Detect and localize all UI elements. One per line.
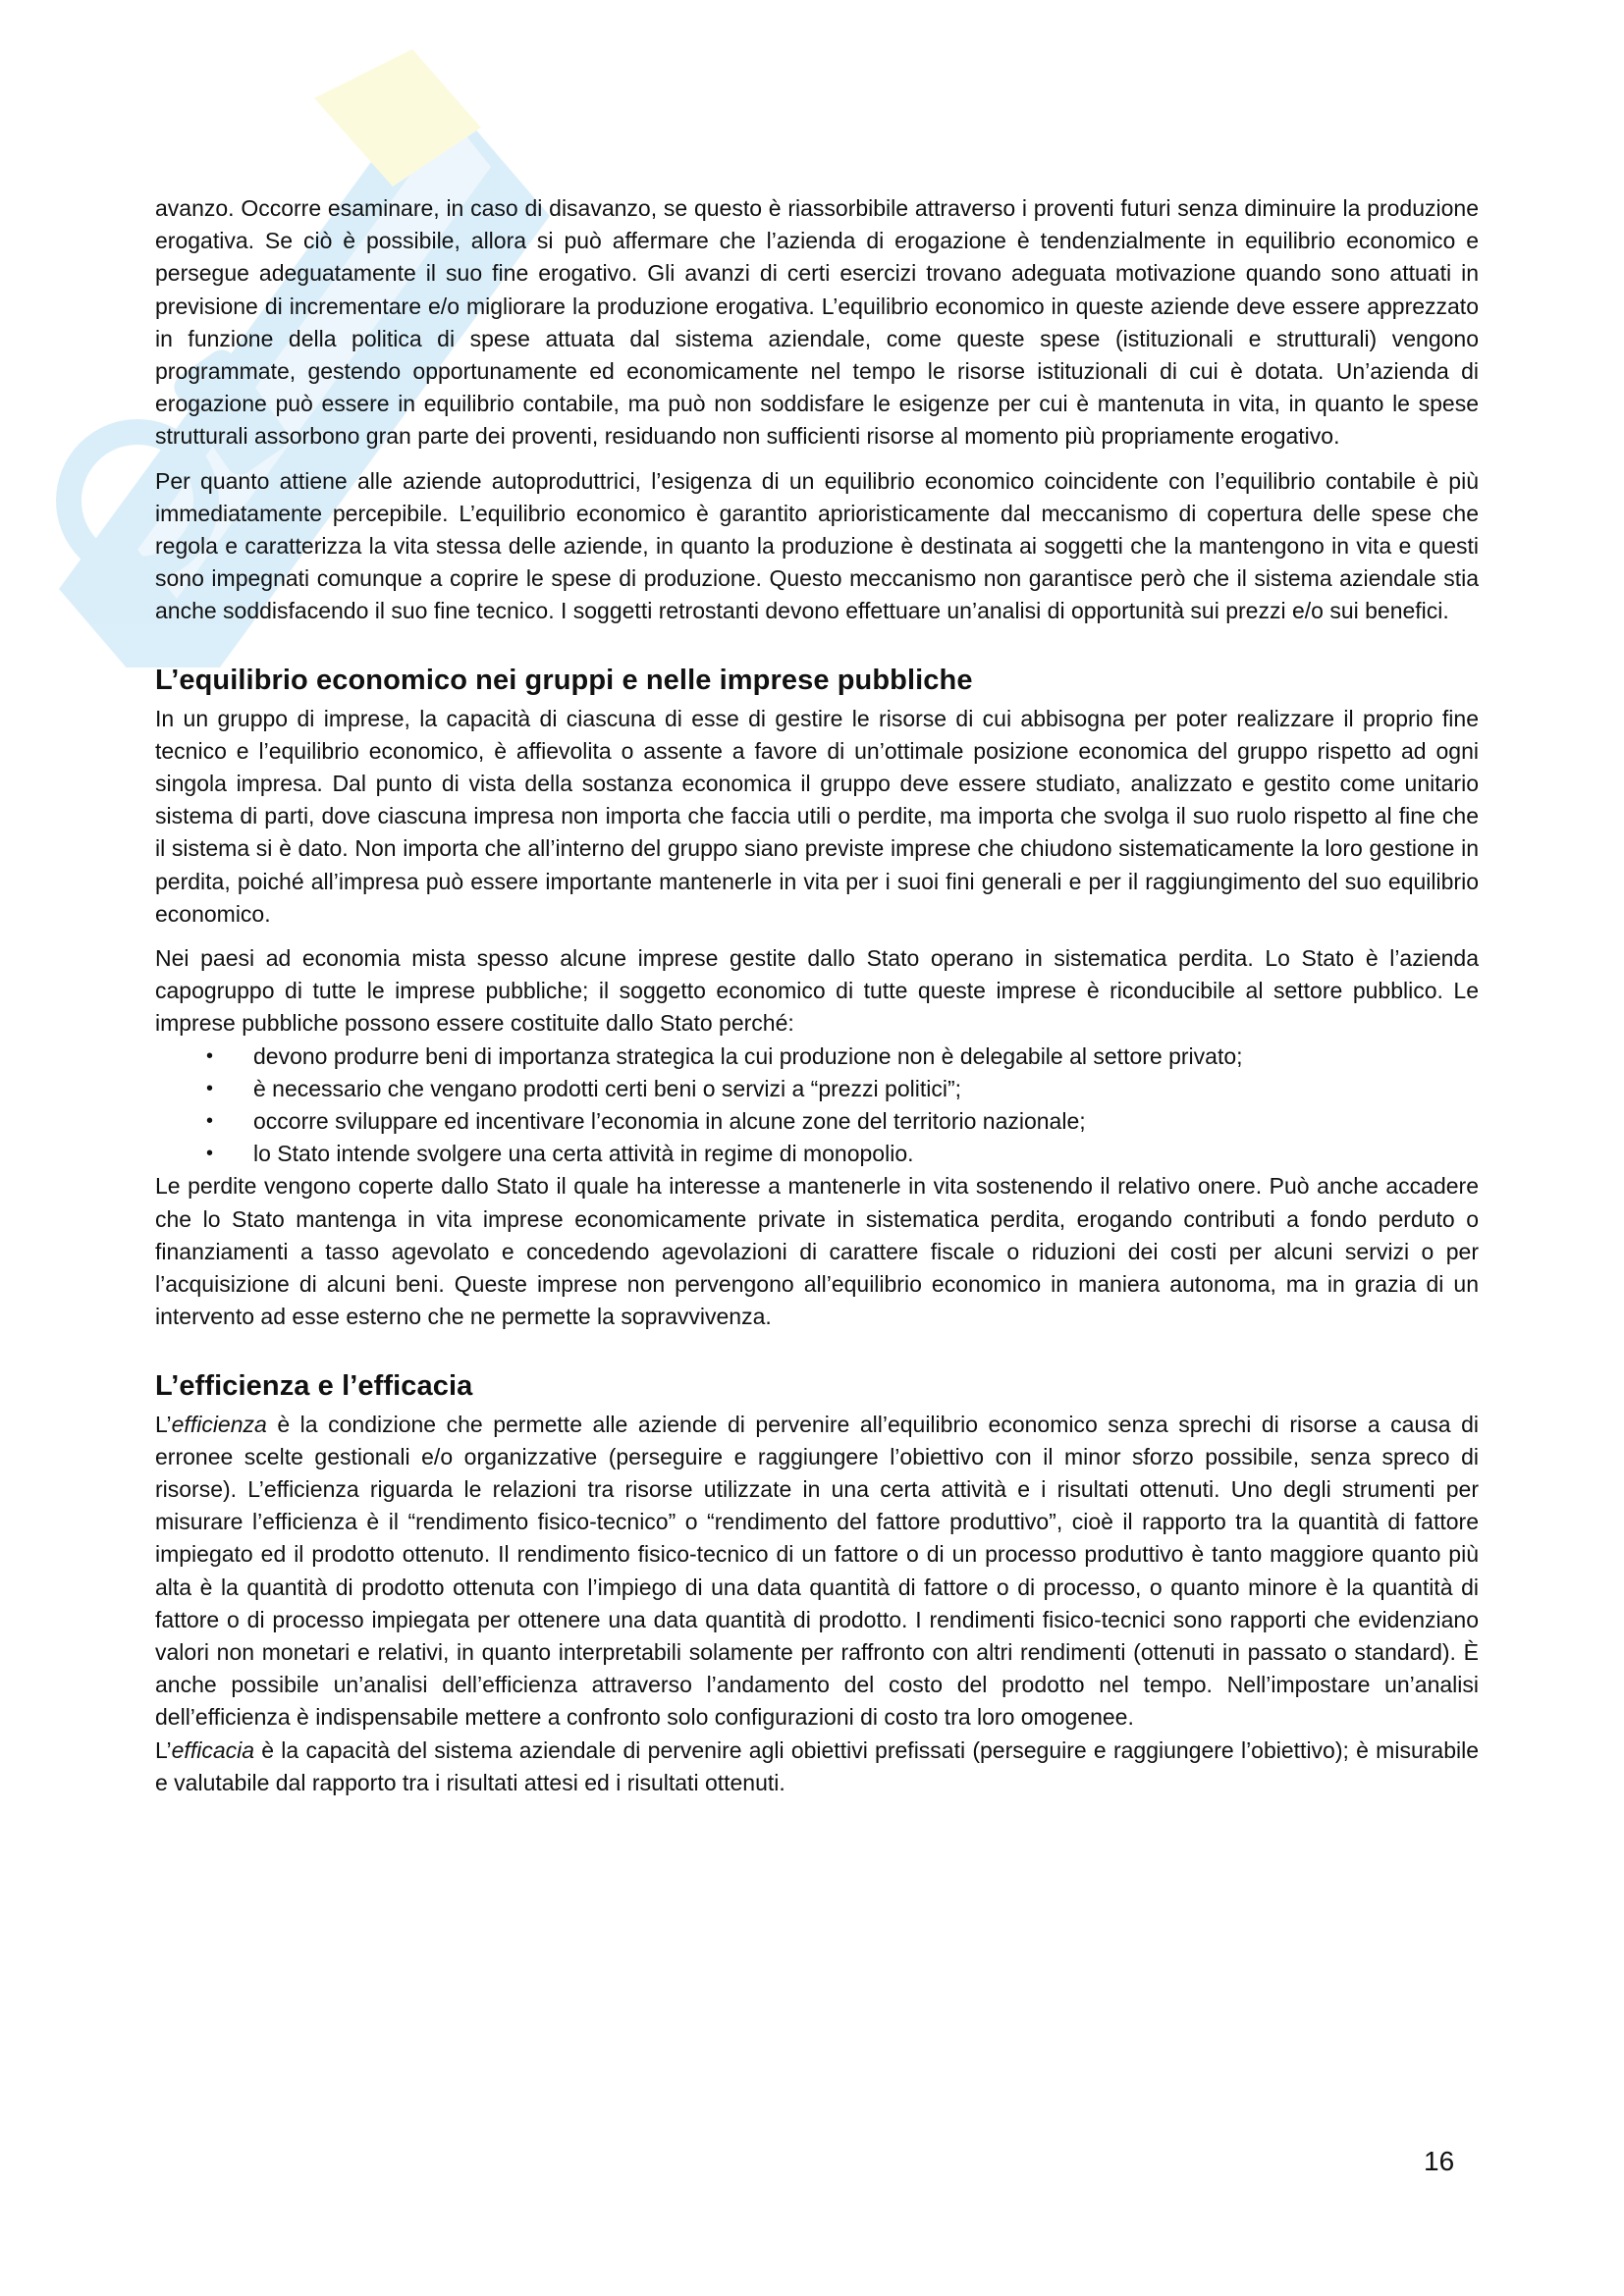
list-item: [155, 1073, 1479, 1105]
bullet-list-motivi: [155, 1041, 1479, 1171]
paragraph-gruppi-1: In un gruppo di imprese, la capacità di ciascuna di esse di gestire le risorse di cui abbisogna per poter realizzare il proprio fine tecnico e l’equilibrio economico, è affievolita o assente a favore di un’ottimale posizione economica del gruppo rispetto ad ogni singola impresa. Dal punto di vista della sostanza economica il gruppo deve essere studiato, analizzato e gestito come unitario sistema di parti, dove ciascuna impresa non importa che faccia utili o perdite, ma importa che svolga il suo ruolo rispetto al fine che il sistema si è dato. Non importa che all’interno del gruppo siano previste imprese che chiudono sistematicamente la loro gestione in perdita, poiché all’impresa può essere importante mantenerle in vita per i suoi fini generali e per il raggiungimento del suo equilibrio economico.: [155, 705, 1479, 927]
list-item-text: lo Stato intende svolgere una certa attività in regime di monopolio.: [253, 1141, 914, 1167]
paragraph-gruppi-2: Nei paesi ad economia mista spesso alcune imprese gestite dallo Stato operano in sistematica perdita. Lo Stato è l’azienda capogruppo di tutte le imprese pubbliche; il soggetto economico di tutte queste imprese è riconducibile al settore pubblico. Le imprese pubbliche possono essere costituite dallo Stato perché:: [155, 945, 1479, 1037]
term-efficienza: efficienza: [171, 1411, 267, 1437]
paragraph-efficacia: [155, 1735, 1479, 1799]
paragraph-intro-1: avanzo. Occorre esaminare, in caso di disavanzo, se questo è riassorbibile attraverso i proventi futuri senza diminuire la produzione erogativa. Se ciò è possibile, allora si può affermare che l’azienda di erogazione è tendenzialmente in equilibrio economico e persegue adeguatamente il suo fine erogativo. Gli avanzi di certi esercizi trovano adeguata motivazione quando sono attuati in previsione di incrementare e/o migliorare la produzione erogativa. L’equilibrio economico in queste aziende deve essere apprezzato in funzione della politica di spese attuata dal sistema aziendale, come queste spese (istituzionali e strutturali) vengono programmate, gestendo opportunamente ed economicamente nel tempo le risorse istituzionali di cui è dotata. Un’azienda di erogazione può essere in equilibrio contabile, ma può non soddisfare le esigenze per cui è mantenuta in vita, in quanto le spese strutturali assorbono gran parte dei proventi, residuando non sufficienti risorse al momento più propriamente erogativo.: [155, 195, 1479, 450]
paragraph-efficienza: [155, 1409, 1479, 1735]
bullet-icon: •: [206, 1143, 214, 1165]
term-efficacia: efficacia: [171, 1736, 255, 1763]
bullet-icon: •: [206, 1044, 214, 1067]
paragraph-gruppi-3: Le perdite vengono coperte dallo Stato il quale ha interesse a mantenerle in vita sostenendo il relativo onere. Può anche accadere che lo Stato mantenga in vita imprese economicamente private in sistematica perdita, erogando contributi a fondo perduto o finanziamenti a tasso agevolato e concedendo agevolazioni di carattere fiscale o riduzioni dei costi per alcuni servizi o per l’acquisizione di alcuni beni. Queste imprese non pervengono all’equilibrio economico in maniera autonoma, ma in grazia di un intervento ad esse esterno che ne permette la sopravvivenza.: [155, 1173, 1479, 1330]
list-item: [155, 1138, 1479, 1170]
list-item: [155, 1041, 1479, 1073]
list-item: [155, 1105, 1479, 1138]
document-page: [155, 192, 1479, 1811]
section-heading-gruppi: L’equilibrio economico nei gruppi e nelle imprese pubbliche: [155, 664, 973, 696]
list-item-text: occorre sviluppare ed incentivare l’economia in alcune zone del territorio nazionale;: [253, 1108, 1086, 1135]
section-heading-efficienza: L’efficienza e l’efficacia: [155, 1369, 473, 1402]
efficacia-prefix: L’: [155, 1736, 172, 1763]
paragraph-intro-2: Per quanto attiene alle aziende autoproduttrici, l’esigenza di un equilibrio economico coincidente con l’equilibrio contabile è più immediatamente percepibile. L’equilibrio economico è garantito aprioristicamente dal meccanismo di copertura delle spese che regola e caratterizza la vita stessa delle aziende, in quanto la produzione è destinata ai soggetti che la mantengono in vita e questi sono impegnati comunque a coprire le spese di produzione. Questo meccanismo non garantisce però che il sistema aziendale stia anche soddisfacendo il suo fine tecnico. I soggetti retrostanti devono effettuare un’analisi di opportunità sui prezzi e/o sui benefici.: [155, 467, 1479, 624]
efficacia-text: è la capacità del sistema aziendale di pervenire agli obiettivi prefissati (perseguire e raggiungere l’obiettivo); è misurabile e valutabile dal rapporto tra i risultati attesi ed i risultati ottenuti.: [155, 1736, 1479, 1795]
list-item-text: devono produrre beni di importanza strategica la cui produzione non è delegabile al settore privato;: [253, 1042, 1243, 1069]
list-item-text: è necessario che vengano prodotti certi beni o servizi a “prezzi politici”;: [253, 1075, 962, 1101]
efficienza-prefix: L’: [155, 1411, 172, 1437]
page-number: 16: [1424, 2146, 1455, 2176]
bullet-icon: •: [206, 1110, 214, 1133]
bullet-icon: •: [206, 1077, 214, 1099]
efficienza-text: è la condizione che permette alle aziende di pervenire all’equilibrio economico senza sprechi di risorse a causa di erronee scelte gestionali e/o organizzative (perseguire e raggiungere l’obiettivo con il minor sforzo possibile, senza spreco di risorse). L’efficienza riguarda le relazioni tra risorse utilizzate in una certa attività e i risultati ottenuti. Uno degli strumenti per misurare l’efficienza è il “rendimento fisico-tecnico” o “rendimento del fattore produttivo”, cioè il rapporto tra la quantità di fattore impiegato ed il prodotto ottenuto. Il rendimento fisico-tecnico di un fattore o di un processo produttivo è tanto maggiore quanto più alta è la quantità di prodotto ottenuta con l’impiego di una data quantità di fattore o di processo, o quanto minore è la quantità di fattore o di processo impiegata per ottenere una data quantità di prodotto. I rendimenti fisico-tecnici sono rapporti che evidenziano valori non monetari e relativi, in quanto interpretabili solamente per raffronto con altri rendimenti (ottenuti in passato o standard). È anche possibile un’analisi dell’efficienza attraverso l’andamento del costo del prodotto nel tempo. Nell’impostare un’analisi dell’efficienza è indispensabile mettere a confronto solo configurazioni di costo tra loro omogenee.: [155, 1411, 1479, 1731]
